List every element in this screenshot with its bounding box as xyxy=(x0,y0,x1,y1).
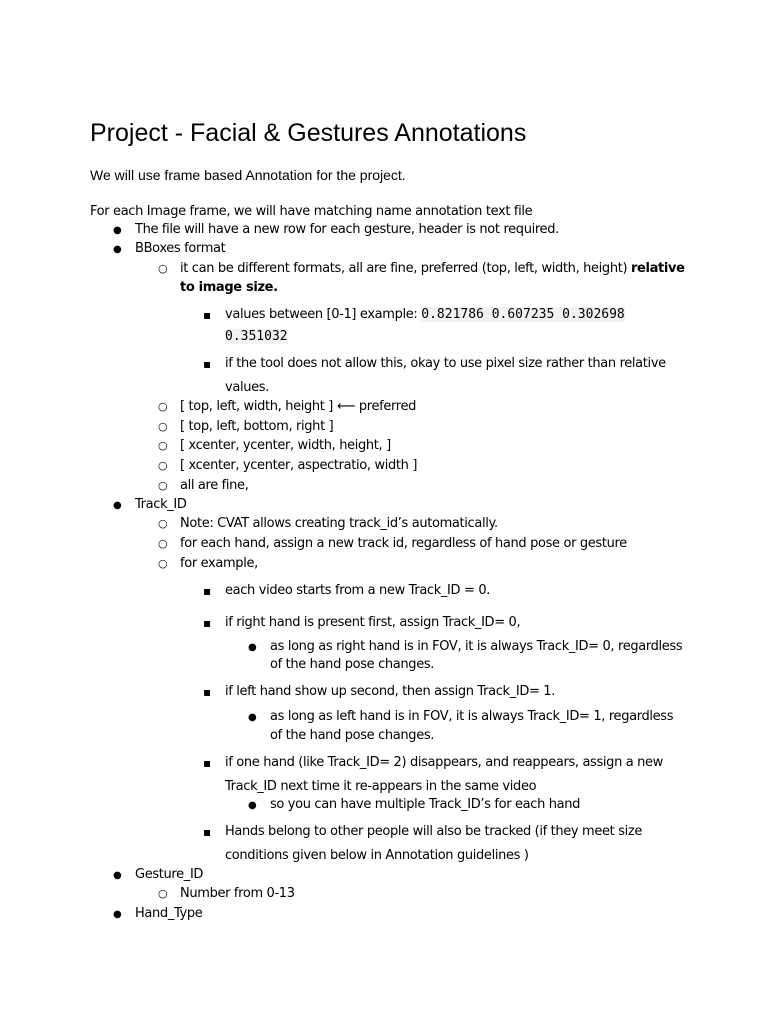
example-3: if left hand show up second, then assign Track_ID= 1. xyxy=(225,684,556,699)
bullet-circle-icon xyxy=(158,398,168,416)
gesture-range: Number from 0-13 xyxy=(180,886,295,901)
example-4-line-1: if one hand (like Track_ID= 2) disappears, and reappears, assign a new xyxy=(225,755,663,770)
bullet-disc-icon xyxy=(248,796,257,815)
example-2: if right hand is present first, assign Track_ID= 0, xyxy=(225,615,521,630)
file-row-text: The file will have a new row for each gesture, header is not required. xyxy=(135,222,559,237)
bullet-square-icon xyxy=(203,823,211,842)
example-3-sub-line-2: of the hand pose changes. xyxy=(270,728,435,743)
track-for-example: for example, xyxy=(180,556,258,571)
intro-text: We will use frame based Annotation for the project. xyxy=(90,167,406,183)
bullet-circle-icon xyxy=(158,437,168,455)
values-code-2: 0.351032 xyxy=(225,329,288,344)
example-3-sub-line-1: as long as left hand is in FOV, it is always Track_ID= 1, regardless xyxy=(270,709,674,724)
bullet-square-icon xyxy=(203,754,211,773)
example-5-line-2: conditions given below in Annotation guidelines ) xyxy=(225,848,529,863)
example-5-line-1: Hands belong to other people will also be tracked (if they meet size xyxy=(225,824,642,839)
bullet-circle-icon xyxy=(158,477,168,495)
bullet-circle-icon xyxy=(158,535,168,553)
bullet-disc-icon xyxy=(113,866,122,885)
bboxes-formats-line-2: to image size. xyxy=(180,280,278,295)
hand-type-label: Hand_Type xyxy=(135,906,203,921)
page-title: Project - Facial & Gestures Annotations xyxy=(90,119,527,147)
bbox-option-1: [ top, left, width, height ] ⟵ preferred xyxy=(180,399,417,414)
example-1: each video starts from a new Track_ID = 0. xyxy=(225,583,491,598)
bbox-option-5: all are fine, xyxy=(180,478,249,493)
tool-note-line-2: values. xyxy=(225,380,269,395)
bboxes-label: BBoxes format xyxy=(135,241,226,256)
track-each-hand: for each hand, assign a new track id, regardless of hand pose or gesture xyxy=(180,536,627,551)
bullet-circle-icon xyxy=(158,555,168,573)
values-line-1: values between [0-1] example: 0.821786 0.607235 0.302698 xyxy=(225,307,625,322)
bullet-circle-icon xyxy=(158,260,168,278)
bullet-disc-icon xyxy=(113,240,122,259)
bullet-square-icon xyxy=(203,614,211,633)
bbox-option-4: [ xcenter, ycenter, aspectratio, width ] xyxy=(180,458,418,473)
example-4-sub: so you can have multiple Track_ID’s for each hand xyxy=(270,797,581,812)
example-2-sub-line-1: as long as right hand is in FOV, it is always Track_ID= 0, regardless xyxy=(270,639,683,654)
example-4-line-2: Track_ID next time it re-appears in the same video xyxy=(225,779,537,794)
bullet-circle-icon xyxy=(158,885,168,903)
bbox-option-3: [ xcenter, ycenter, width, height, ] xyxy=(180,438,391,453)
bullet-disc-icon xyxy=(248,638,257,657)
bullet-circle-icon xyxy=(158,457,168,475)
track-id-label: Track_ID xyxy=(135,497,187,512)
bbox-option-2: [ top, left, bottom, right ] xyxy=(180,419,334,434)
bullet-square-icon xyxy=(203,355,211,374)
values-code-1: 0.821786 0.607235 0.302698 xyxy=(421,307,625,322)
bullet-disc-icon xyxy=(248,708,257,727)
bullet-square-icon xyxy=(203,582,211,601)
bullet-square-icon xyxy=(203,306,211,325)
tool-note-line-1: if the tool does not allow this, okay to use pixel size rather than relative xyxy=(225,356,666,371)
bullet-disc-icon xyxy=(113,905,122,924)
frame-line: For each Image frame, we will have matching name annotation text file xyxy=(90,204,533,219)
bboxes-formats-line-1: it can be different formats, all are fine, preferred (top, left, width, height) relative xyxy=(180,261,685,276)
bullet-circle-icon xyxy=(158,418,168,436)
gesture-id-label: Gesture_ID xyxy=(135,867,204,882)
bullet-square-icon xyxy=(203,683,211,702)
bullet-circle-icon xyxy=(158,515,168,533)
bullet-disc-icon xyxy=(113,221,122,240)
values-line-2 xyxy=(225,328,288,346)
bullet-disc-icon xyxy=(113,496,122,515)
example-2-sub-line-2: of the hand pose changes. xyxy=(270,657,435,672)
track-note: Note: CVAT allows creating track_id’s automatically. xyxy=(180,516,498,531)
